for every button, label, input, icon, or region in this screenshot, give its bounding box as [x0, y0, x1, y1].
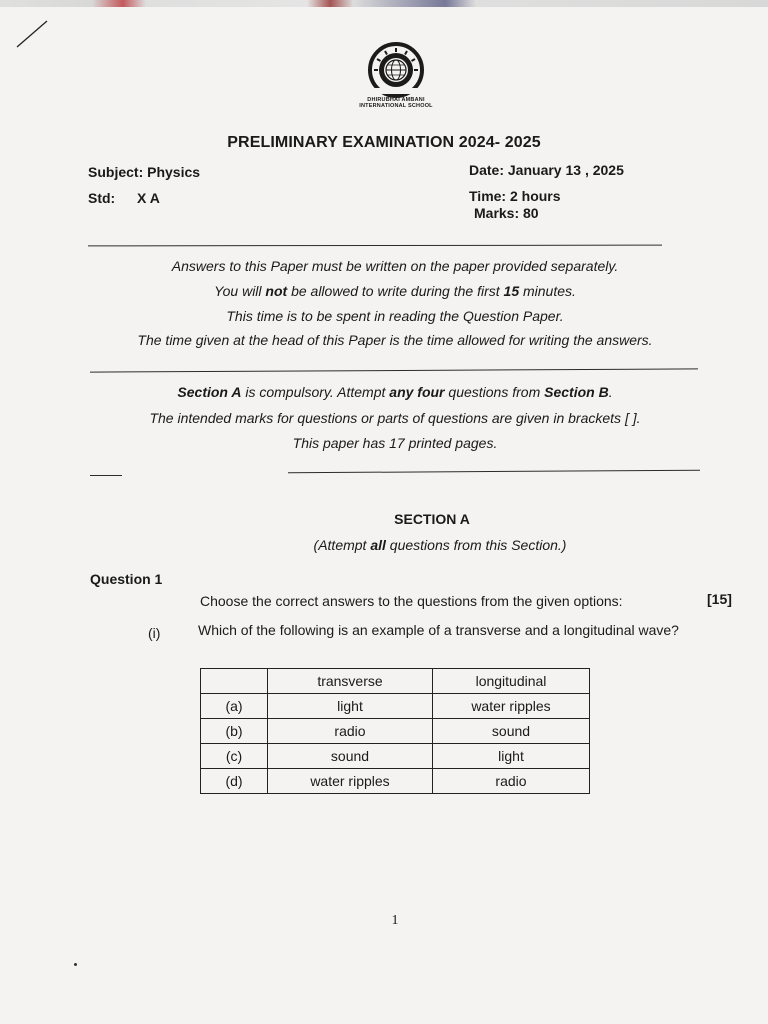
section-rule-line: Section A is compulsory. Attempt any four questions from Section B. [177, 384, 613, 400]
sub-question-number: (i) [148, 625, 161, 641]
table-cell: water ripples [433, 694, 590, 719]
school-name-line1: DHIRUBHAI AMBANI [367, 97, 425, 103]
ink-dot [74, 963, 77, 966]
table-cell: sound [268, 744, 433, 769]
divider-3-short [90, 475, 122, 476]
question-marks: [15] [707, 591, 732, 607]
table-row [201, 694, 590, 719]
instruction-line-3: This time is to be spent in reading the Question Paper. [226, 308, 564, 324]
table-header-row [201, 669, 590, 694]
table-cell: light [268, 694, 433, 719]
school-name-line2: INTERNATIONAL SCHOOL [359, 103, 433, 109]
instruction-line-4: The time given at the head of this Paper is the time allowed for writing the answers. [137, 332, 653, 348]
divider-2 [90, 368, 698, 372]
table-cell: (d) [201, 769, 268, 794]
exam-time: Time: 2 hours [469, 188, 561, 204]
section-attempt-note: (Attempt all questions from this Section.) [313, 537, 567, 553]
table-cell: (c) [201, 744, 268, 769]
section-title: SECTION A [394, 511, 470, 527]
table-cell: (b) [201, 719, 268, 744]
table-cell: (a) [201, 694, 268, 719]
table-cell: radio [268, 719, 433, 744]
divider-3 [288, 470, 700, 474]
subject-label: Subject: Physics [88, 164, 201, 180]
exam-marks: Marks: 80 [474, 205, 539, 221]
table-row [201, 719, 590, 744]
table-header-transverse: transverse [268, 669, 433, 694]
table-row [201, 769, 590, 794]
instruction-line-1: Answers to this Paper must be written on the paper provided separately. [171, 258, 619, 274]
table-cell: radio [433, 769, 590, 794]
school-name [340, 97, 452, 109]
std-value: X A [137, 190, 160, 206]
options-table [200, 668, 590, 794]
instruction-line-2: You will not be allowed to write during the first 15 minutes. [214, 283, 576, 299]
table-cell [201, 669, 268, 694]
marks-note-line: The intended marks for questions or parts of questions are given in brackets [ ]. [149, 410, 641, 426]
sub-question-text: Which of the following is an example of a transverse and a longitudinal wave? [198, 622, 679, 638]
page-number: 1 [391, 913, 399, 928]
std-label: Std: [88, 190, 116, 206]
divider-1 [88, 245, 662, 247]
page-count-line: This paper has 17 printed pages. [292, 435, 498, 451]
question-prompt: Choose the correct answers to the questions from the given options: [200, 593, 623, 609]
top-edge-strip [0, 0, 768, 7]
table-row [201, 744, 590, 769]
table-cell: sound [433, 719, 590, 744]
exam-title: PRELIMINARY EXAMINATION 2024- 2025 [227, 134, 541, 151]
table-header-longitudinal: longitudinal [433, 669, 590, 694]
exam-date: Date: January 13 , 2025 [469, 162, 624, 178]
table-cell: water ripples [268, 769, 433, 794]
table-cell: light [433, 744, 590, 769]
pen-mark [14, 18, 50, 50]
question-label: Question 1 [90, 571, 163, 587]
